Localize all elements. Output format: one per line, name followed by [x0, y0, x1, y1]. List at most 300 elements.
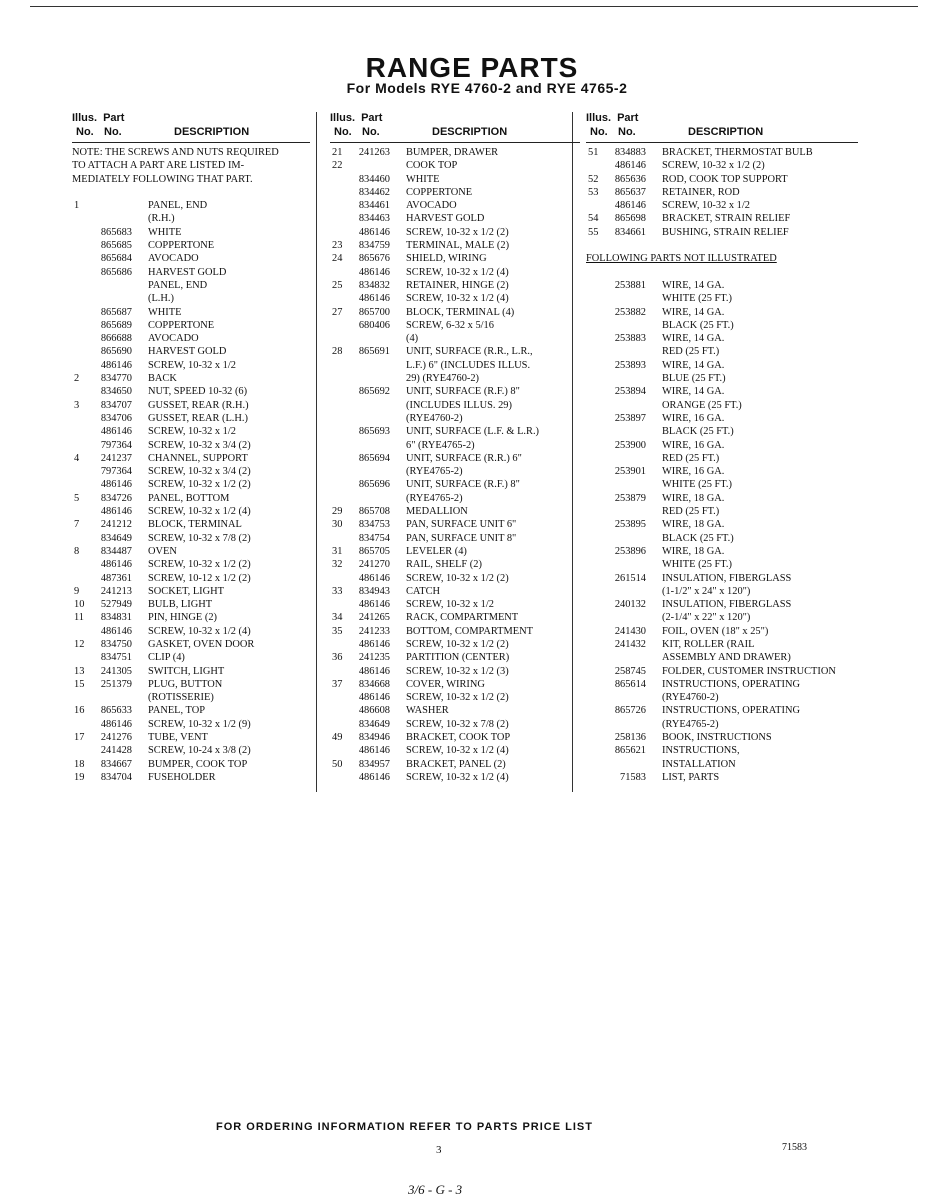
part-number: 241430 — [614, 625, 646, 637]
table-row — [586, 306, 858, 319]
part-description: SCREW, 10-32 x 1/2 — [662, 200, 750, 212]
part-description: SCREW, 10-32 x 1/2 — [148, 426, 236, 438]
part-description: HARVEST GOLD — [406, 213, 485, 225]
part-number: 834946 — [358, 732, 390, 744]
table-row — [72, 518, 310, 531]
table-row — [72, 625, 310, 638]
table-row — [330, 731, 580, 744]
part-number: 865696 — [358, 479, 390, 491]
document-number: 71583 — [782, 1142, 807, 1153]
header-no-part: No. — [362, 126, 380, 138]
part-description: SCREW, 10-32 x 1/2 (2) — [662, 160, 765, 172]
part-description: WIRE, 16 GA. — [662, 439, 725, 451]
table-row — [72, 345, 310, 358]
part-description: (RYE4765-2) — [406, 466, 463, 478]
part-description: LEVELER (4) — [406, 545, 467, 557]
part-number: 834750 — [100, 638, 132, 650]
table-row — [586, 572, 858, 585]
header-description: DESCRIPTION — [688, 126, 764, 138]
parts-column-1 — [72, 112, 310, 784]
table-row — [72, 731, 310, 744]
table-row — [330, 452, 580, 465]
part-number: 865692 — [358, 386, 390, 398]
table-row — [72, 651, 310, 664]
illus-number: 2 — [74, 373, 80, 385]
part-number: 865676 — [358, 253, 390, 265]
table-row — [72, 572, 310, 585]
part-number: 253882 — [614, 306, 646, 318]
part-number: 486146 — [358, 638, 390, 650]
header-no-illus: No. — [334, 126, 352, 138]
part-description: BLACK (25 FT.) — [662, 319, 734, 331]
table-row — [72, 199, 310, 212]
part-description: RAIL, SHELF (2) — [406, 559, 482, 571]
part-number: 241305 — [100, 665, 132, 677]
table-row — [330, 425, 580, 438]
header-part: Part — [103, 112, 125, 124]
part-description: PAN, SURFACE UNIT 6" — [406, 519, 517, 531]
part-description: WHITE (25 FT.) — [662, 479, 732, 491]
part-number: 865686 — [100, 266, 132, 278]
part-number: 834649 — [358, 718, 390, 730]
table-row — [330, 239, 580, 252]
table-row — [330, 744, 580, 757]
part-description: SCREW, 10-32 x 1/2 (2) — [406, 226, 509, 238]
part-number: 834460 — [358, 173, 390, 185]
table-row — [330, 758, 580, 771]
part-description: ASSEMBLY AND DRAWER) — [662, 652, 791, 664]
part-description: SCREW, 10-32 x 1/2 (3) — [406, 665, 509, 677]
part-description: PANEL, END — [148, 279, 208, 291]
table-row — [330, 558, 580, 571]
table-row — [72, 678, 310, 691]
part-number: 253901 — [614, 466, 646, 478]
table-row — [72, 505, 310, 518]
part-number: 834668 — [358, 678, 390, 690]
part-number: 486146 — [100, 559, 132, 571]
part-description: BUMPER, DRAWER — [406, 147, 499, 158]
table-row — [72, 239, 310, 252]
part-description: (INCLUDES ILLUS. 29) — [406, 399, 512, 411]
part-number: 253896 — [614, 545, 646, 557]
part-number: 834957 — [358, 758, 390, 770]
part-description: PIN, HINGE (2) — [148, 612, 217, 624]
part-number: 834487 — [100, 545, 132, 557]
table-row — [330, 412, 580, 425]
part-number: 680406 — [358, 319, 390, 331]
part-number: 834661 — [614, 226, 646, 238]
part-number: 865683 — [100, 226, 132, 238]
part-number: 834883 — [614, 147, 646, 158]
table-row — [586, 212, 858, 225]
table-row — [586, 412, 858, 425]
part-description: (2-1/4" x 22" x 120") — [662, 612, 751, 624]
illus-number: 29 — [332, 506, 343, 518]
table-row — [72, 412, 310, 425]
part-description: GASKET, OVEN DOOR — [148, 638, 255, 650]
table-row — [586, 558, 858, 571]
table-row — [72, 611, 310, 624]
header-line-1 — [586, 112, 858, 126]
table-row — [72, 691, 310, 704]
part-number: 71583 — [620, 771, 646, 783]
part-number: 865726 — [614, 705, 646, 717]
part-description: TERMINAL, MALE (2) — [406, 240, 510, 252]
header-line-1 — [330, 112, 580, 126]
part-number: 253894 — [614, 386, 646, 398]
part-description: PARTITION (CENTER) — [406, 652, 510, 664]
illus-number: 13 — [74, 665, 85, 677]
part-number: 251379 — [100, 678, 132, 690]
part-number: 865691 — [358, 346, 390, 358]
table-row — [330, 252, 580, 265]
table-row — [586, 718, 858, 731]
part-number: 834770 — [100, 373, 132, 385]
table-row — [586, 332, 858, 345]
illus-number: 12 — [74, 638, 85, 650]
table-row — [586, 159, 858, 172]
part-description: BUMPER, COOK TOP — [148, 758, 248, 770]
header-line-2 — [586, 126, 858, 140]
part-description: WHITE (25 FT.) — [662, 293, 732, 305]
table-row — [330, 372, 580, 385]
table-row — [330, 478, 580, 491]
table-row — [586, 651, 858, 664]
part-description: SCREW, 10-32 x 1/2 (4) — [148, 625, 251, 637]
table-row — [72, 585, 310, 598]
part-description: WHITE — [148, 306, 182, 318]
part-description: SCREW, 10-32 x 3/4 (2) — [148, 466, 251, 478]
illus-number: 34 — [332, 612, 343, 624]
table-row — [586, 744, 858, 757]
table-row — [586, 359, 858, 372]
part-description: WHITE (25 FT.) — [662, 559, 732, 571]
header-illus: Illus. — [72, 112, 98, 124]
table-row — [72, 758, 310, 771]
table-row — [72, 332, 310, 345]
table-row — [72, 146, 310, 159]
part-number: 834707 — [100, 399, 132, 411]
table-row — [586, 758, 858, 771]
part-number: 865693 — [358, 426, 390, 438]
part-description: UNIT, SURFACE (R.F.) 8" — [406, 479, 520, 491]
table-row — [72, 425, 310, 438]
part-number: 834831 — [100, 612, 132, 624]
part-description: SCREW, 10-24 x 3/8 (2) — [148, 745, 251, 757]
parts-column-2 — [330, 112, 580, 784]
part-number: 834754 — [358, 532, 390, 544]
table-row — [586, 465, 858, 478]
part-number: 241263 — [358, 147, 390, 158]
table-row — [72, 452, 310, 465]
table-row — [586, 598, 858, 611]
table-row — [330, 638, 580, 651]
part-description: BRACKET, THERMOSTAT BULB — [662, 147, 813, 158]
table-row — [72, 226, 310, 239]
illus-number: 11 — [74, 612, 85, 624]
table-row — [330, 266, 580, 279]
part-description: RETAINER, HINGE (2) — [406, 279, 509, 291]
part-description: WHITE — [148, 226, 182, 238]
table-row — [586, 585, 858, 598]
illus-number: 24 — [332, 253, 343, 265]
page-subtitle: For Models RYE 4760-2 and RYE 4765-2 — [346, 80, 628, 96]
table-row — [330, 771, 580, 784]
part-description: SCREW, 10-32 x 3/4 (2) — [148, 439, 251, 451]
part-description: WHITE — [406, 173, 440, 185]
part-description: PLUG, BUTTON — [148, 678, 223, 690]
table-row — [586, 239, 858, 252]
table-row — [72, 385, 310, 398]
illus-number: 51 — [588, 147, 599, 158]
part-description: ROD, COOK TOP SUPPORT — [662, 173, 788, 185]
part-description: SCREW, 10-32 x 1/2 (4) — [406, 745, 509, 757]
table-row — [72, 744, 310, 757]
part-number: 865690 — [100, 346, 132, 358]
table-row — [586, 345, 858, 358]
table-row — [72, 186, 310, 199]
part-description: 29) (RYE4760-2) — [406, 373, 480, 385]
table-row — [72, 718, 310, 731]
part-number: 865633 — [100, 705, 132, 717]
table-row — [586, 625, 858, 638]
table-row — [586, 492, 858, 505]
part-description: SCREW, 6-32 x 5/16 — [406, 319, 494, 331]
handwritten-note: 3/6 - G - 3 — [408, 1182, 463, 1197]
illus-number: 28 — [332, 346, 343, 358]
part-number: 865689 — [100, 319, 132, 331]
table-row — [330, 492, 580, 505]
part-number: 865708 — [358, 506, 390, 518]
header-part: Part — [617, 112, 639, 124]
table-row — [72, 212, 310, 225]
part-number: 486146 — [100, 506, 132, 518]
part-description: PAN, SURFACE UNIT 8" — [406, 532, 517, 544]
part-description: WIRE, 14 GA. — [662, 386, 725, 398]
part-description: WIRE, 14 GA. — [662, 333, 725, 345]
part-description: AVOCADO — [148, 253, 199, 265]
part-number: 241212 — [100, 519, 132, 531]
illus-number: 52 — [588, 173, 599, 185]
part-number: 834461 — [358, 200, 390, 212]
part-description: COVER, WIRING — [406, 678, 485, 690]
part-description: (ROTISSERIE) — [148, 692, 214, 704]
part-description: (1-1/2" x 24" x 120") — [662, 585, 751, 597]
table-row — [330, 678, 580, 691]
part-description: WIRE, 16 GA. — [662, 412, 725, 424]
part-description: RED (25 FT.) — [662, 346, 720, 358]
part-description: COPPERTONE — [148, 319, 215, 331]
table-row — [72, 771, 310, 784]
part-number: 865694 — [358, 452, 390, 464]
part-description: (RYE4760-2) — [406, 412, 463, 424]
illus-number: 9 — [74, 585, 80, 597]
illus-number: 8 — [74, 545, 80, 557]
part-description: SCREW, 10-32 x 1/2 (2) — [406, 572, 509, 584]
table-row — [330, 585, 580, 598]
part-description: (L.H.) — [148, 293, 174, 305]
column-divider-left — [316, 112, 317, 792]
illus-number: 17 — [74, 732, 85, 744]
part-description: SWITCH, LIGHT — [148, 665, 225, 677]
header-illus: Illus. — [586, 112, 612, 124]
part-number: 486146 — [358, 572, 390, 584]
part-number: 261514 — [614, 572, 646, 584]
part-number: 865621 — [614, 745, 646, 757]
table-row — [586, 199, 858, 212]
part-description: SCREW, 10-32 x 1/2 (2) — [148, 479, 251, 491]
illus-number: 10 — [74, 599, 85, 611]
part-description: INSULATION, FIBERGLASS — [662, 572, 792, 584]
illus-number: 49 — [332, 732, 343, 744]
table-row — [330, 625, 580, 638]
part-number: 241213 — [100, 585, 132, 597]
table-row — [586, 425, 858, 438]
part-description: BOTTOM, COMPARTMENT — [406, 625, 533, 637]
part-number: 486146 — [358, 692, 390, 704]
illus-number: 25 — [332, 279, 343, 291]
column-header — [330, 112, 580, 143]
part-number: 241428 — [100, 745, 132, 757]
part-number: 834751 — [100, 652, 132, 664]
table-row — [586, 385, 858, 398]
table-row — [586, 173, 858, 186]
table-row — [72, 372, 310, 385]
part-number: 486146 — [358, 599, 390, 611]
table-row — [586, 186, 858, 199]
table-row — [330, 359, 580, 372]
top-rule — [30, 6, 918, 7]
part-description: RETAINER, ROD — [662, 186, 740, 198]
illus-number: 27 — [332, 306, 343, 318]
illus-number: 18 — [74, 758, 85, 770]
table-row — [330, 505, 580, 518]
note-text: TO ATTACH A PART ARE LISTED IM- — [72, 160, 245, 172]
table-row — [330, 598, 580, 611]
table-row — [72, 359, 310, 372]
header-line-2 — [72, 126, 310, 140]
note-text: NOTE: THE SCREWS AND NUTS REQUIRED — [72, 147, 279, 158]
part-description: HARVEST GOLD — [148, 266, 227, 278]
part-number: 865614 — [614, 678, 646, 690]
part-description: BLOCK, TERMINAL — [148, 519, 242, 531]
part-description: SCREW, 10-32 x 1/2 (2) — [406, 692, 509, 704]
part-number: 241237 — [100, 452, 132, 464]
table-row — [586, 518, 858, 531]
header-line-2 — [330, 126, 580, 140]
part-description: AVOCADO — [406, 200, 457, 212]
table-row — [72, 319, 310, 332]
part-number: 253895 — [614, 519, 646, 531]
part-description: 6" (RYE4765-2) — [406, 439, 475, 451]
table-row — [330, 332, 580, 345]
part-description: SCREW, 10-32 x 1/2 (2) — [148, 559, 251, 571]
table-row — [72, 292, 310, 305]
table-row — [586, 319, 858, 332]
table-row — [72, 478, 310, 491]
part-description: NUT, SPEED 10-32 (6) — [148, 386, 248, 398]
part-description: CHANNEL, SUPPORT — [148, 452, 248, 464]
part-description: TUBE, VENT — [148, 732, 208, 744]
part-description: SCREW, 10-32 x 1/2 (4) — [406, 293, 509, 305]
table-row — [586, 478, 858, 491]
table-row — [586, 691, 858, 704]
part-description: MEDALLION — [406, 506, 468, 518]
part-number: 865687 — [100, 306, 132, 318]
table-row — [330, 385, 580, 398]
illus-number: 4 — [74, 452, 80, 464]
part-number: 486146 — [100, 625, 132, 637]
table-row — [586, 439, 858, 452]
part-number: 486146 — [614, 200, 646, 212]
table-row — [586, 292, 858, 305]
part-number: 527949 — [100, 599, 132, 611]
part-description: GUSSET, REAR (R.H.) — [148, 399, 249, 411]
part-description: BRACKET, COOK TOP — [406, 732, 511, 744]
table-row — [72, 279, 310, 292]
table-row — [330, 518, 580, 531]
illus-number: 32 — [332, 559, 343, 571]
table-row — [586, 638, 858, 651]
column-header — [586, 112, 858, 143]
part-number: 241233 — [358, 625, 390, 637]
illus-number: 22 — [332, 160, 343, 172]
table-row — [72, 704, 310, 717]
table-row — [330, 611, 580, 624]
part-number: 486146 — [358, 293, 390, 305]
part-number: 253897 — [614, 412, 646, 424]
part-description: ORANGE (25 FT.) — [662, 399, 742, 411]
table-row — [330, 292, 580, 305]
part-description: SCREW, 10-32 x 1/2 (2) — [406, 638, 509, 650]
illus-number: 5 — [74, 492, 80, 504]
part-number: 486146 — [358, 745, 390, 757]
part-description: CLIP (4) — [148, 652, 185, 664]
table-row — [586, 252, 858, 265]
part-number: 486146 — [100, 479, 132, 491]
part-number: 253893 — [614, 359, 646, 371]
part-description: BLUE (25 FT.) — [662, 373, 726, 385]
part-number: 797364 — [100, 439, 132, 451]
part-description: SCREW, 10-32 x 1/2 — [148, 359, 236, 371]
part-number: 486146 — [614, 160, 646, 172]
part-description: RACK, COMPARTMENT — [406, 612, 519, 624]
part-description: SCREW, 10-32 x 7/8 (2) — [148, 532, 251, 544]
table-row — [330, 345, 580, 358]
part-description: (RYE4760-2) — [662, 692, 719, 704]
part-number: 487361 — [100, 572, 132, 584]
table-row — [330, 173, 580, 186]
part-number: 253883 — [614, 333, 646, 345]
part-description: INSTRUCTIONS, OPERATING — [662, 705, 800, 717]
table-row — [72, 252, 310, 265]
part-description: COOK TOP — [406, 160, 458, 172]
table-row — [586, 704, 858, 717]
part-description: (4) — [406, 333, 419, 345]
part-number: 865705 — [358, 545, 390, 557]
header-description: DESCRIPTION — [174, 126, 250, 138]
table-row — [586, 678, 858, 691]
illus-number: 35 — [332, 625, 343, 637]
part-number: 241265 — [358, 612, 390, 624]
part-description: BUSHING, STRAIN RELIEF — [662, 226, 789, 238]
table-row — [330, 665, 580, 678]
illus-number: 31 — [332, 545, 343, 557]
part-number: 834832 — [358, 279, 390, 291]
illus-number: 55 — [588, 226, 599, 238]
part-number: 834726 — [100, 492, 132, 504]
part-number: 486146 — [358, 266, 390, 278]
